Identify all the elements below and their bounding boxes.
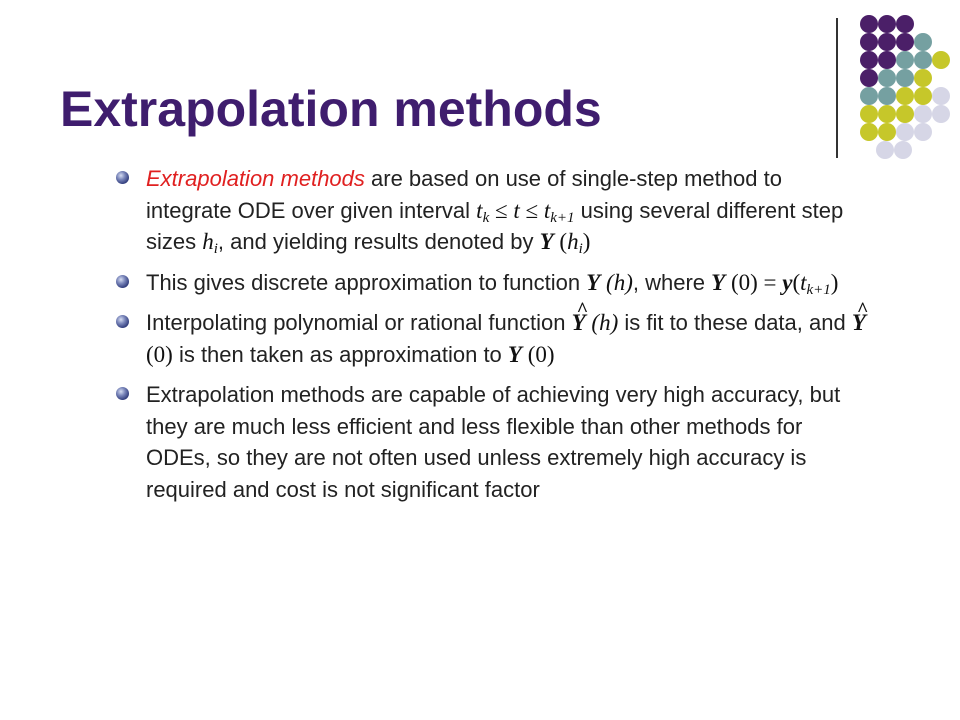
decor-dot — [914, 33, 932, 51]
decor-dot — [860, 87, 878, 105]
decor-dot — [860, 123, 878, 141]
math-interval: $t_k \le t \le t_{k+1}$ — [476, 197, 575, 226]
bullet-item — [112, 307, 872, 370]
decor-dot — [914, 69, 932, 87]
bullet-icon — [116, 387, 129, 400]
highlight-term: Extrapolation methods — [146, 166, 365, 191]
decor-dot — [896, 69, 914, 87]
math-y-of-h: Y (h) — [586, 269, 633, 295]
decor-dot — [914, 87, 932, 105]
slide-title: Extrapolation methods — [60, 81, 602, 137]
decor-dot — [896, 51, 914, 69]
math-y-of-h: Y $(h_i)$ — [539, 229, 591, 257]
bullet-text: Interpolating polynomial or rational function — [146, 310, 572, 335]
decor-dot — [878, 51, 896, 69]
title-divider — [836, 18, 838, 158]
decor-dot — [860, 33, 878, 51]
decor-dot — [860, 51, 878, 69]
bullet-text: is then taken as approximation to — [172, 341, 508, 367]
decor-dot — [860, 105, 878, 123]
decor-dot — [932, 51, 950, 69]
bullet-icon — [116, 275, 129, 288]
decor-dot — [876, 141, 894, 159]
bullet-icon — [116, 171, 129, 184]
bullet-text: This gives discrete approximation to function — [146, 269, 587, 295]
math-y-hat-zero: ^ Y (0) — [146, 310, 866, 367]
decor-dot — [878, 87, 896, 105]
decor-dot — [914, 51, 932, 69]
decor-dot — [932, 105, 950, 123]
bullet-text: , where — [632, 269, 712, 295]
decor-dot — [878, 69, 896, 87]
math-y-hat-of-h: ^ Y (h) — [572, 310, 619, 335]
math-step-size: $h_i$ — [202, 229, 218, 257]
decor-dot — [860, 15, 878, 33]
bullet-item — [112, 163, 872, 258]
decor-dot — [914, 123, 932, 141]
decor-dot — [896, 15, 914, 33]
decor-dot — [894, 141, 912, 159]
bullet-item — [112, 379, 872, 505]
decor-dot — [932, 87, 950, 105]
bullet-text: is fit to these data, and — [618, 310, 852, 335]
bullet-icon — [116, 315, 129, 328]
decor-dot — [914, 105, 932, 123]
decor-dot — [878, 33, 896, 51]
decor-dot — [896, 105, 914, 123]
decor-dot — [878, 105, 896, 123]
decor-dot — [878, 123, 896, 141]
decor-dot — [860, 69, 878, 87]
slide-content — [112, 163, 872, 514]
decor-dot — [878, 15, 896, 33]
decor-dot — [896, 33, 914, 51]
bullet-text: are based on use of single-step method to integrate ODE over given interval — [146, 166, 782, 223]
math-y-zero: Y (0) — [507, 341, 555, 367]
bullet-text: Extrapolation methods are capable of achieving very high accuracy, but they are much less efficient and less flexible than other methods for ODEs, so they are not often used unless extremely high accuracy is required and cost is not significant factor — [146, 382, 841, 502]
decor-dot — [896, 123, 914, 141]
bullet-text: using several different step sizes — [146, 197, 844, 254]
bullet-item — [112, 267, 872, 299]
math-limit-equation: Y $(0) = y(t_{k+1})$ — [711, 269, 839, 298]
decor-dot — [896, 87, 914, 105]
bullet-text: , and yielding results denoted by — [217, 229, 540, 254]
